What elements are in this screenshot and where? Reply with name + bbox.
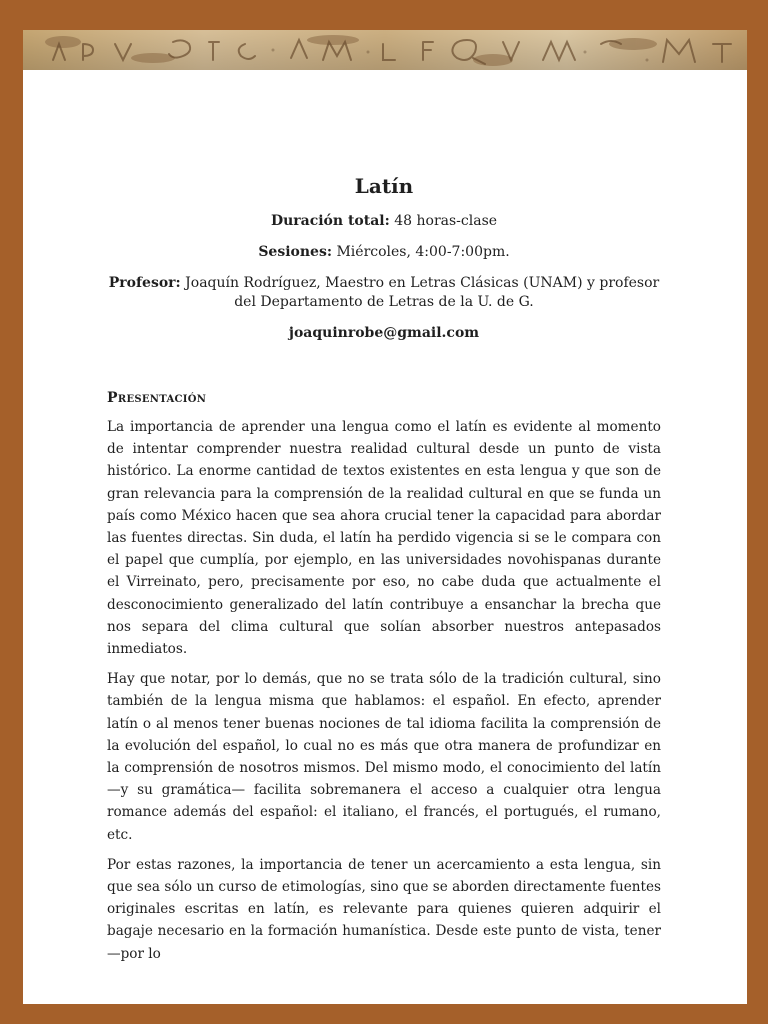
document-content [107, 174, 661, 973]
document-page [23, 30, 747, 1004]
duration-line [107, 212, 661, 231]
sessions-label: Sesiones: [258, 244, 333, 260]
course-title: Latín [354, 174, 414, 198]
paragraph: La importancia de aprender una lengua como el latín es evidente al momento de intentar comprender nuestra realidad cultural desde un punto de vista histórico. La enorme cantidad de textos existentes en esta lengua y que son de gran relevancia para la comprensión de la realidad cultural en que se funda un país como México hacen que sea ahora crucial tener la capacidad para abordar las fuentes directas. Sin duda, el latín ha perdido vigencia si se le compara con el papel que cumplía, por ejemplo, en las universidades novohispanas durante el Virreinato, pero, precisamente por eso, no cabe duda que actualmente el desconocimiento generalizado del latín contribuye a ensanchar la brecha que nos separa del clima cultural que solían absorber nuestros antepasados inmediatos. [107, 419, 661, 658]
professor-value: Joaquín Rodríguez, Maestro en Letras Clásicas (UNAM) y profesor del Departamento de Letras de la U. de G. [185, 275, 660, 310]
duration-value: 48 horas-clase [394, 213, 498, 229]
section-title-presentacion: Presentación [107, 390, 207, 406]
paragraph: Por estas razones, la importancia de tener un acercamiento a esta lengua, sin que sea sólo un curso de etimologías, sino que se aborden directamente fuentes originales escritas en latín, es relevante para quienes quieren adquirir el bagaje necesario en la formación humanística. Desde este punto de vista, tener —por lo [107, 856, 661, 962]
professor-label: Profesor: [108, 275, 181, 291]
duration-label: Duración total: [270, 213, 390, 229]
sessions-line [107, 243, 661, 262]
professor-email: joaquinrobe@gmail.com [288, 325, 480, 341]
parchment-inscription-image [23, 30, 747, 70]
sessions-value: Miércoles, 4:00-7:00pm. [336, 244, 510, 260]
paragraph: Hay que notar, por lo demás, que no se trata sólo de la tradición cultural, sino también de la lengua misma que hablamos: el español. En efecto, aprender latín o al menos tener buenas nociones de tal idioma facilita la comprensión de la evolución del español, lo cual no es más que otra manera de profundizar en la comprensión de nosotros mismos. Del mismo modo, el conocimiento del latín —y su gramática— facilita sobremanera el acceso a cualquier otra lengua romance además del español: el italiano, el francés, el portugués, el rumano, etc. [107, 671, 661, 843]
professor-line [107, 274, 661, 312]
banner-image [23, 30, 747, 70]
